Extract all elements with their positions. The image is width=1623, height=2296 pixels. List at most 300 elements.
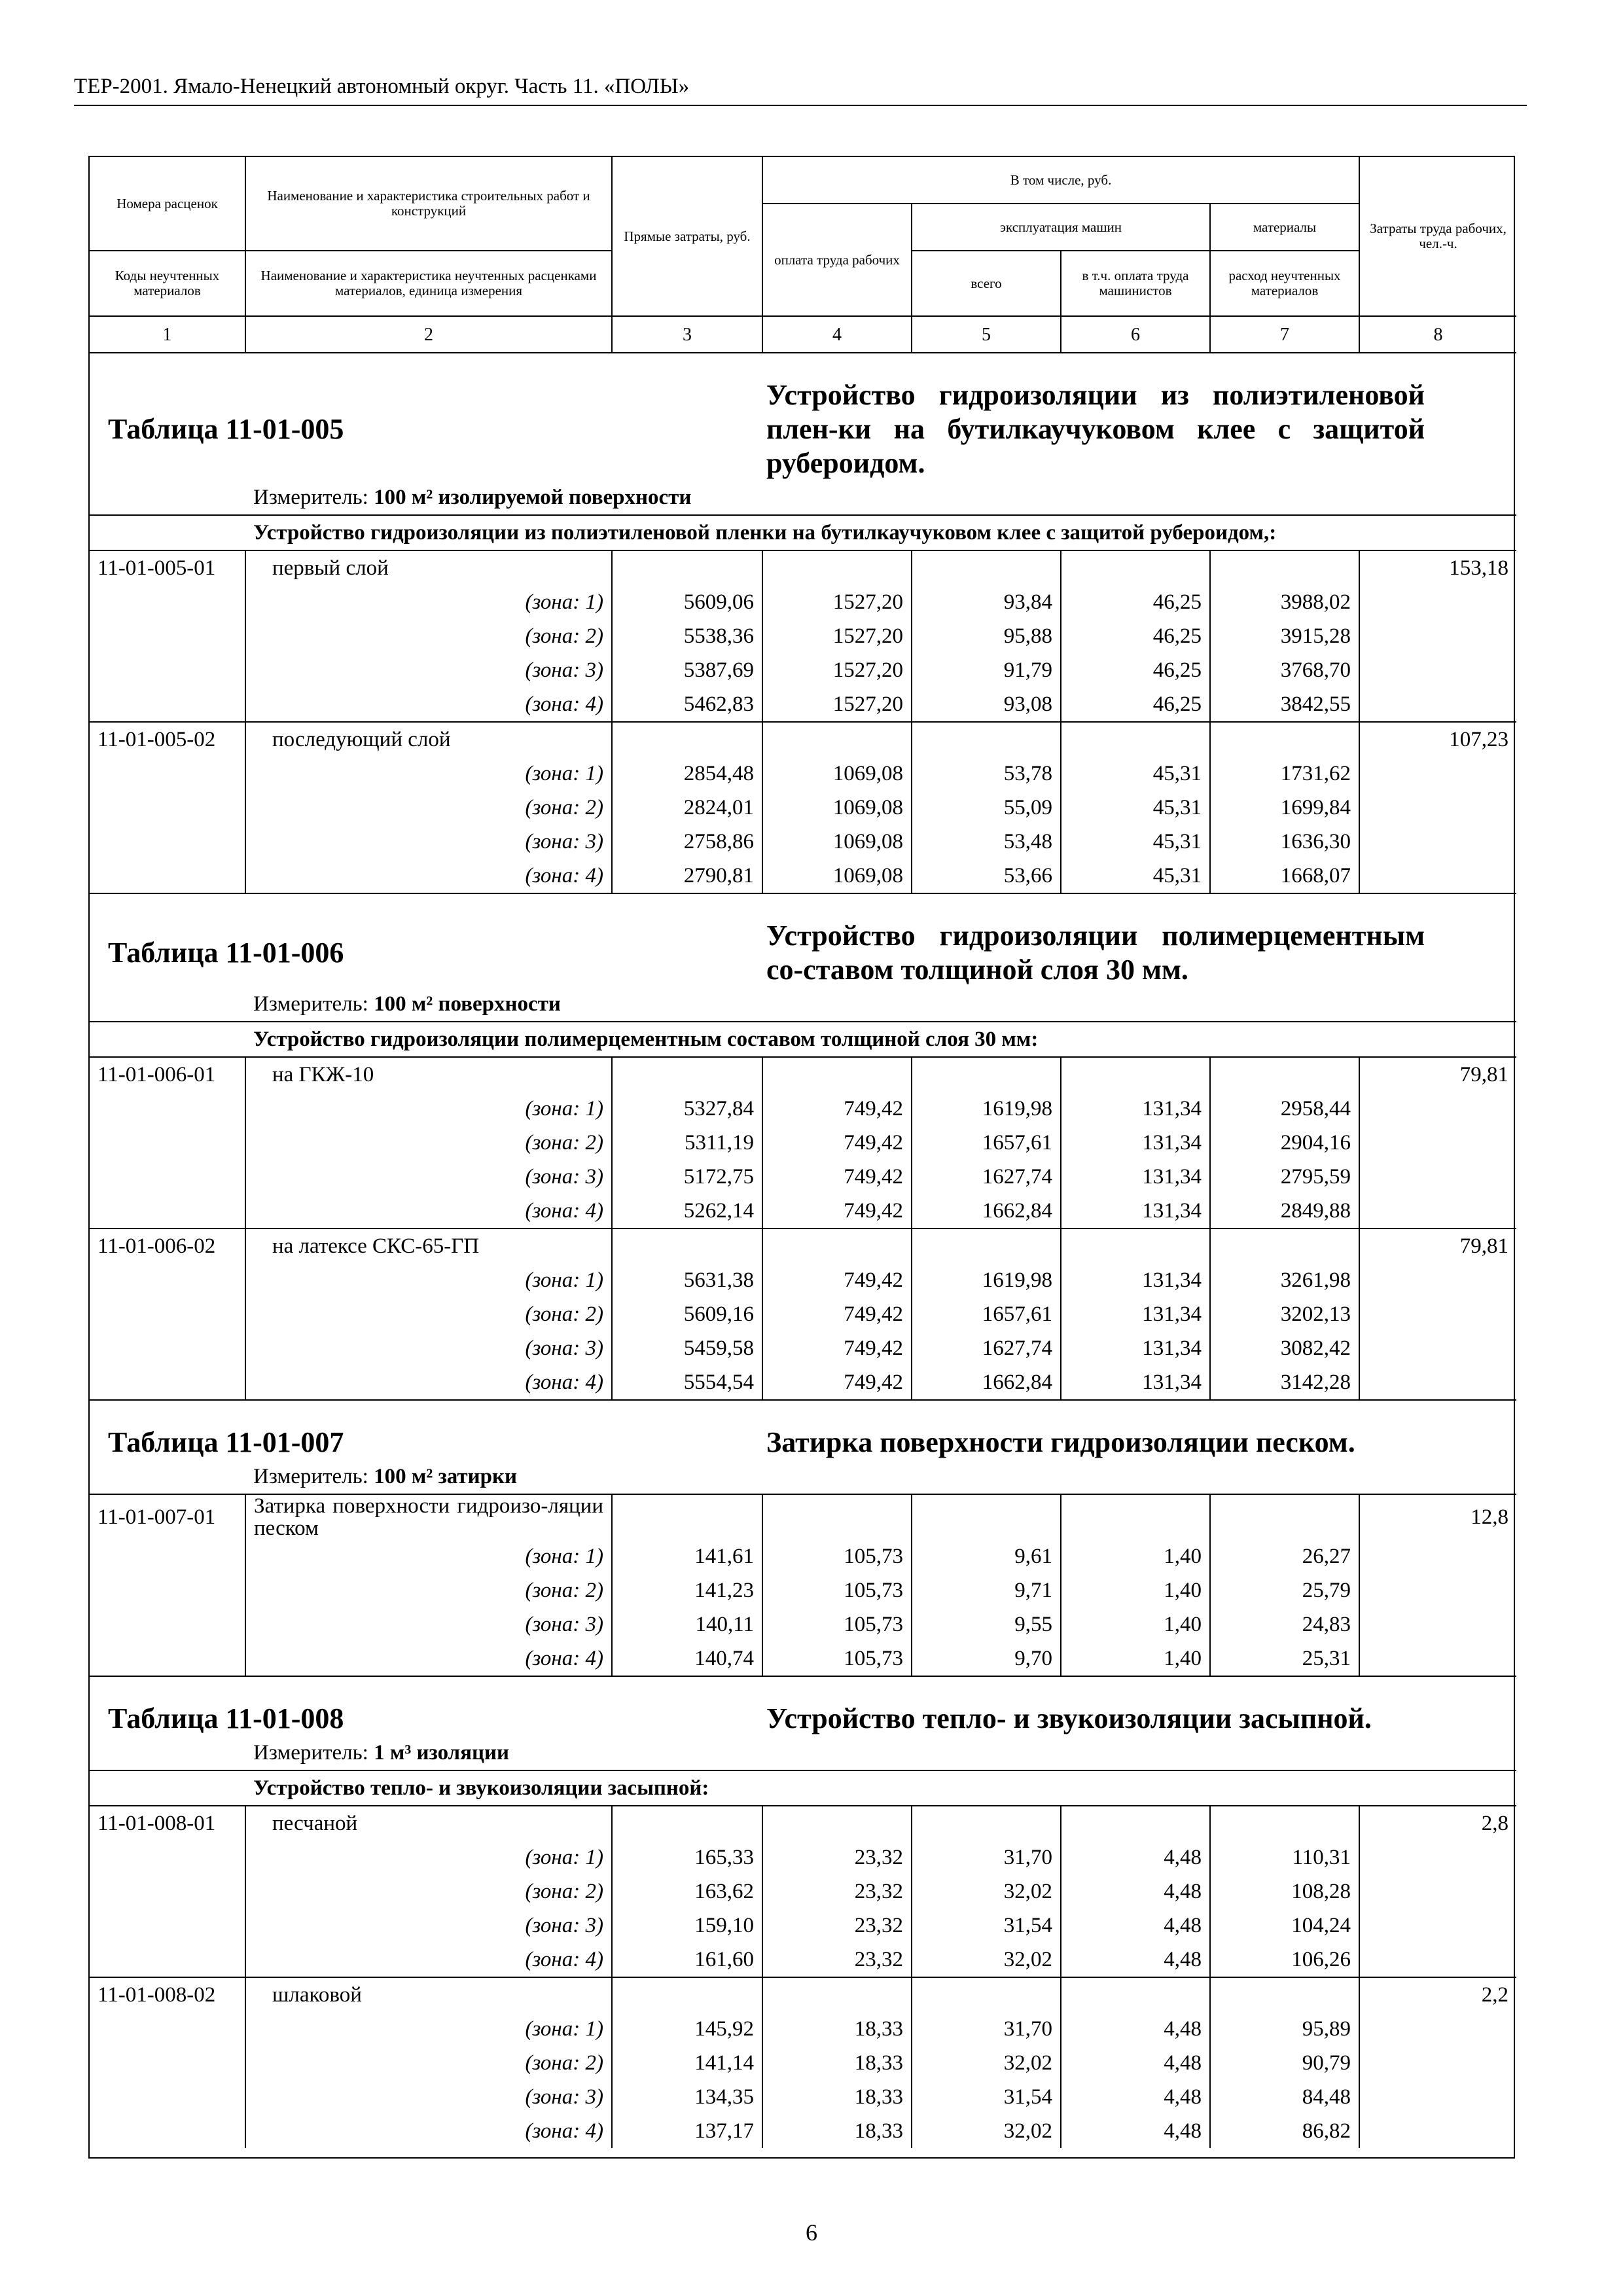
machinists-wages: 131,34 [1061, 1194, 1210, 1229]
materials: 108,28 [1210, 1874, 1359, 1909]
empty-cell [1210, 550, 1359, 585]
machinists-wages: 131,34 [1061, 1297, 1210, 1331]
rate-row [90, 1057, 1516, 1092]
empty-cell [90, 1160, 245, 1194]
table-title [762, 893, 1516, 987]
machinists-wages: 131,34 [1061, 1365, 1210, 1400]
empty-cell [912, 1977, 1061, 2012]
empty-cell [90, 1331, 245, 1365]
machinists-wages: 4,48 [1061, 1909, 1210, 1943]
measure [90, 1460, 1516, 1494]
materials: 3082,42 [1210, 1331, 1359, 1365]
materials: 104,24 [1210, 1909, 1359, 1943]
empty-cell [90, 687, 245, 722]
measure [90, 987, 1516, 1022]
zone-label: (зона: 4) [245, 687, 612, 722]
rates-table-frame [88, 156, 1515, 2159]
col-header-rate-numbers: Номера расценок [90, 157, 245, 251]
materials: 1699,84 [1210, 791, 1359, 825]
col-header-direct-costs: Прямые затраты, руб. [612, 157, 762, 316]
direct-costs: 2824,01 [612, 791, 762, 825]
direct-costs: 5459,58 [612, 1331, 762, 1365]
col-number: 8 [1359, 316, 1516, 353]
machinists-wages: 4,48 [1061, 2114, 1210, 2148]
zone-row [90, 1263, 1516, 1297]
empty-cell [1359, 653, 1516, 687]
materials: 95,89 [1210, 2012, 1359, 2046]
wages: 749,42 [762, 1365, 912, 1400]
empty-cell [762, 1057, 912, 1092]
materials: 24,83 [1210, 1607, 1359, 1641]
zone-row [90, 1194, 1516, 1229]
machinists-wages: 131,34 [1061, 1092, 1210, 1126]
materials: 86,82 [1210, 2114, 1359, 2148]
machines-total: 1657,61 [912, 1126, 1061, 1160]
empty-cell [90, 1874, 245, 1909]
direct-costs: 137,17 [612, 2114, 762, 2148]
wages: 23,32 [762, 1943, 912, 1977]
direct-costs: 5387,69 [612, 653, 762, 687]
rate-name: шлаковой [245, 1977, 612, 2012]
wages: 1069,08 [762, 825, 912, 859]
empty-cell [1359, 2080, 1516, 2114]
machinists-wages: 1,40 [1061, 1607, 1210, 1641]
machines-total: 32,02 [912, 1874, 1061, 1909]
empty-cell [90, 1365, 245, 1400]
measure-row [90, 987, 1516, 1022]
materials: 1636,30 [1210, 825, 1359, 859]
materials: 25,79 [1210, 1573, 1359, 1607]
zone-label: (зона: 3) [245, 1160, 612, 1194]
empty-cell [1210, 1057, 1359, 1092]
machinists-wages: 45,31 [1061, 791, 1210, 825]
measure [90, 480, 1516, 515]
machinists-wages: 4,48 [1061, 1874, 1210, 1909]
machines-total: 32,02 [912, 1943, 1061, 1977]
wages: 1069,08 [762, 859, 912, 893]
col-number: 6 [1061, 316, 1210, 353]
zone-label: (зона: 2) [245, 791, 612, 825]
labor-costs: 2,2 [1359, 1977, 1516, 2012]
empty-cell [1359, 1331, 1516, 1365]
col-header-material-codes: Коды неучтенных материалов [90, 251, 245, 316]
measure-value: 100 м² изолируемой поверхности [374, 486, 692, 509]
machinists-wages: 4,48 [1061, 1840, 1210, 1874]
measure-label: Измеритель: [253, 1741, 368, 1765]
wages: 105,73 [762, 1641, 912, 1676]
wages: 1527,20 [762, 653, 912, 687]
table-title-text: Устройство гидроизоляции из полиэтиленовой плен-ки на бутилкаучуковом клее с защитой рубероидом. [766, 379, 1425, 479]
materials: 2958,44 [1210, 1092, 1359, 1126]
section-row [90, 515, 1516, 550]
rate-name: Затирка поверхности гидроизо-ляции песком [245, 1494, 612, 1539]
empty-cell [912, 1806, 1061, 1840]
labor-costs: 79,81 [1359, 1229, 1516, 1263]
empty-cell [90, 1539, 245, 1573]
zone-row [90, 619, 1516, 653]
machines-total: 53,78 [912, 757, 1061, 791]
rate-row [90, 1229, 1516, 1263]
table-body [90, 353, 1516, 2148]
empty-cell [1359, 1573, 1516, 1607]
direct-costs: 5538,36 [612, 619, 762, 653]
machinists-wages: 1,40 [1061, 1539, 1210, 1573]
zone-label: (зона: 4) [245, 1194, 612, 1229]
zone-row [90, 1297, 1516, 1331]
wages: 749,42 [762, 1263, 912, 1297]
zone-row [90, 1840, 1516, 1874]
zone-row [90, 1365, 1516, 1400]
empty-cell [912, 1057, 1061, 1092]
materials: 25,31 [1210, 1641, 1359, 1676]
rate-name: первый слой [245, 550, 612, 585]
rate-code: 11-01-008-01 [90, 1806, 245, 1840]
materials: 3142,28 [1210, 1365, 1359, 1400]
empty-cell [1061, 1494, 1210, 1539]
wages: 18,33 [762, 2012, 912, 2046]
direct-costs: 5262,14 [612, 1194, 762, 1229]
empty-cell [1359, 1539, 1516, 1573]
machinists-wages: 45,31 [1061, 859, 1210, 893]
wages: 18,33 [762, 2046, 912, 2080]
empty-cell [1359, 1194, 1516, 1229]
table-title-row [90, 1400, 1516, 1460]
rate-code: 11-01-007-01 [90, 1494, 245, 1539]
machinists-wages: 45,31 [1061, 757, 1210, 791]
zone-row [90, 1607, 1516, 1641]
empty-cell [90, 1840, 245, 1874]
empty-cell [90, 1909, 245, 1943]
empty-cell [1061, 1977, 1210, 2012]
empty-cell [612, 722, 762, 757]
machines-total: 9,71 [912, 1573, 1061, 1607]
direct-costs: 2790,81 [612, 859, 762, 893]
col-header-machines-total: всего [912, 251, 1061, 316]
zone-label: (зона: 3) [245, 2080, 612, 2114]
table-title-text: Затирка поверхности гидроизоляции песком. [766, 1426, 1355, 1458]
zone-label: (зона: 3) [245, 1607, 612, 1641]
direct-costs: 145,92 [612, 2012, 762, 2046]
direct-costs: 159,10 [612, 1909, 762, 1943]
wages: 18,33 [762, 2114, 912, 2148]
direct-costs: 165,33 [612, 1840, 762, 1874]
machinists-wages: 1,40 [1061, 1573, 1210, 1607]
materials: 2795,59 [1210, 1160, 1359, 1194]
empty-cell [90, 2080, 245, 2114]
machines-total: 53,48 [912, 825, 1061, 859]
empty-cell [1061, 1229, 1210, 1263]
table-header [90, 157, 1516, 353]
zone-label: (зона: 2) [245, 1573, 612, 1607]
zone-row [90, 859, 1516, 893]
materials: 3261,98 [1210, 1263, 1359, 1297]
rate-row [90, 722, 1516, 757]
machinists-wages: 4,48 [1061, 2012, 1210, 2046]
empty-cell [90, 757, 245, 791]
zone-row [90, 1092, 1516, 1126]
direct-costs: 2758,86 [612, 825, 762, 859]
materials: 110,31 [1210, 1840, 1359, 1874]
zone-label: (зона: 3) [245, 825, 612, 859]
materials: 1668,07 [1210, 859, 1359, 893]
empty-cell [90, 653, 245, 687]
wages: 18,33 [762, 2080, 912, 2114]
machines-total: 9,70 [912, 1641, 1061, 1676]
empty-cell [912, 722, 1061, 757]
wages: 749,42 [762, 1331, 912, 1365]
zone-label: (зона: 1) [245, 1539, 612, 1573]
table-number: Таблица 11-01-007 [108, 1426, 344, 1458]
zone-row [90, 2012, 1516, 2046]
direct-costs: 140,74 [612, 1641, 762, 1676]
rate-name: последующий слой [245, 722, 612, 757]
measure-label: Измеритель: [253, 486, 368, 509]
machines-total: 31,70 [912, 1840, 1061, 1874]
machines-total: 55,09 [912, 791, 1061, 825]
rate-row [90, 1806, 1516, 1840]
empty-cell [90, 1573, 245, 1607]
col-header-wages: оплата труда рабочих [762, 204, 912, 316]
machinists-wages: 131,34 [1061, 1126, 1210, 1160]
rate-code: 11-01-006-01 [90, 1057, 245, 1092]
table-number: Таблица 11-01-005 [108, 413, 344, 445]
empty-cell [1359, 1160, 1516, 1194]
empty-cell [1359, 791, 1516, 825]
empty-cell [1359, 1641, 1516, 1676]
machines-total: 1619,98 [912, 1263, 1061, 1297]
empty-cell [912, 1494, 1061, 1539]
empty-cell [1210, 1494, 1359, 1539]
zone-label: (зона: 4) [245, 859, 612, 893]
machines-total: 1662,84 [912, 1194, 1061, 1229]
measure-label: Измеритель: [253, 1465, 368, 1488]
empty-cell [612, 1494, 762, 1539]
direct-costs: 141,23 [612, 1573, 762, 1607]
measure-value: 100 м² затирки [374, 1465, 517, 1488]
table-title-row [90, 353, 1516, 480]
machines-total: 93,08 [912, 687, 1061, 722]
empty-cell [762, 1977, 912, 2012]
zone-row [90, 1909, 1516, 1943]
materials: 2904,16 [1210, 1126, 1359, 1160]
direct-costs: 2854,48 [612, 757, 762, 791]
empty-cell [90, 2046, 245, 2080]
machinists-wages: 4,48 [1061, 2080, 1210, 2114]
zone-label: (зона: 1) [245, 757, 612, 791]
zone-row [90, 1331, 1516, 1365]
empty-cell [762, 1494, 912, 1539]
labor-costs: 107,23 [1359, 722, 1516, 757]
zone-label: (зона: 2) [245, 2046, 612, 2080]
direct-costs: 161,60 [612, 1943, 762, 1977]
machines-total: 31,54 [912, 2080, 1061, 2114]
measure-row [90, 1736, 1516, 1770]
table-id [90, 1400, 762, 1460]
machines-total: 53,66 [912, 859, 1061, 893]
col-header-labor-costs: Затраты труда рабочих, чел.-ч. [1359, 157, 1516, 316]
section-title: Устройство гидроизоляции из полиэтиленовой пленки на бутилкаучуковом клее с защитой рубероидом,: [90, 515, 1516, 550]
empty-cell [1359, 1365, 1516, 1400]
machinists-wages: 46,25 [1061, 619, 1210, 653]
wages: 1527,20 [762, 687, 912, 722]
col-number: 2 [245, 316, 612, 353]
section-row [90, 1022, 1516, 1057]
table-title-text: Устройство гидроизоляции полимерцементным со-ставом толщиной слоя 30 мм. [766, 920, 1425, 986]
empty-cell [1359, 2046, 1516, 2080]
wages: 1527,20 [762, 619, 912, 653]
materials: 3842,55 [1210, 687, 1359, 722]
wages: 23,32 [762, 1909, 912, 1943]
empty-cell [612, 550, 762, 585]
empty-cell [1061, 550, 1210, 585]
zone-label: (зона: 4) [245, 1365, 612, 1400]
measure-value: 1 м³ изоляции [374, 1741, 510, 1765]
direct-costs: 5311,19 [612, 1126, 762, 1160]
zone-label: (зона: 4) [245, 2114, 612, 2148]
zone-row [90, 2114, 1516, 2148]
col-header-material-name: Наименование и характеристика неучтенных расценками материалов, единица измерения [245, 251, 612, 316]
machinists-wages: 45,31 [1061, 825, 1210, 859]
zone-label: (зона: 2) [245, 1874, 612, 1909]
materials: 2849,88 [1210, 1194, 1359, 1229]
empty-cell [1359, 859, 1516, 893]
wages: 749,42 [762, 1126, 912, 1160]
col-header-group-including: В том числе, руб. [762, 157, 1359, 204]
empty-cell [1359, 1297, 1516, 1331]
direct-costs: 5631,38 [612, 1263, 762, 1297]
zone-row [90, 825, 1516, 859]
rate-code: 11-01-005-01 [90, 550, 245, 585]
materials: 3915,28 [1210, 619, 1359, 653]
empty-cell [90, 791, 245, 825]
zone-row [90, 687, 1516, 722]
machines-total: 1627,74 [912, 1160, 1061, 1194]
measure-value: 100 м² поверхности [374, 992, 561, 1016]
empty-cell [1359, 585, 1516, 619]
empty-cell [90, 2114, 245, 2148]
section-row [90, 1770, 1516, 1806]
empty-cell [1359, 1092, 1516, 1126]
column-numbers-row [90, 316, 1516, 353]
zone-row [90, 1160, 1516, 1194]
empty-cell [1359, 2114, 1516, 2148]
wages: 105,73 [762, 1607, 912, 1641]
materials: 106,26 [1210, 1943, 1359, 1977]
empty-cell [90, 825, 245, 859]
machinists-wages: 131,34 [1061, 1263, 1210, 1297]
labor-costs: 2,8 [1359, 1806, 1516, 1840]
zone-label: (зона: 2) [245, 1297, 612, 1331]
machinists-wages: 131,34 [1061, 1160, 1210, 1194]
rate-name: песчаной [245, 1806, 612, 1840]
table-id [90, 893, 762, 987]
col-header-machinists-wages: в т.ч. оплата труда машинистов [1061, 251, 1210, 316]
machinists-wages: 4,48 [1061, 1943, 1210, 1977]
zone-label: (зона: 1) [245, 2012, 612, 2046]
empty-cell [1359, 1874, 1516, 1909]
measure-row [90, 480, 1516, 515]
wages: 749,42 [762, 1194, 912, 1229]
table-number: Таблица 11-01-008 [108, 1702, 344, 1734]
rate-code: 11-01-008-02 [90, 1977, 245, 2012]
empty-cell [90, 2012, 245, 2046]
empty-cell [90, 1126, 245, 1160]
empty-cell [1061, 1057, 1210, 1092]
wages: 105,73 [762, 1573, 912, 1607]
empty-cell [1359, 619, 1516, 653]
empty-cell [1359, 1607, 1516, 1641]
machinists-wages: 4,48 [1061, 2046, 1210, 2080]
zone-row [90, 2046, 1516, 2080]
direct-costs: 5462,83 [612, 687, 762, 722]
zone-row [90, 1874, 1516, 1909]
empty-cell [762, 550, 912, 585]
labor-costs: 79,81 [1359, 1057, 1516, 1092]
machines-total: 31,54 [912, 1909, 1061, 1943]
table-title [762, 1400, 1516, 1460]
wages: 105,73 [762, 1539, 912, 1573]
direct-costs: 5172,75 [612, 1160, 762, 1194]
table-number: Таблица 11-01-006 [108, 937, 344, 969]
zone-label: (зона: 3) [245, 1909, 612, 1943]
empty-cell [1359, 2012, 1516, 2046]
table-title-row [90, 1676, 1516, 1736]
machinists-wages: 1,40 [1061, 1641, 1210, 1676]
zone-label: (зона: 3) [245, 1331, 612, 1365]
machinists-wages: 46,25 [1061, 653, 1210, 687]
col-header-material-consumption: расход неучтенных материалов [1210, 251, 1359, 316]
empty-cell [612, 1977, 762, 2012]
measure-row [90, 1460, 1516, 1494]
empty-cell [1359, 687, 1516, 722]
materials: 3768,70 [1210, 653, 1359, 687]
wages: 1527,20 [762, 585, 912, 619]
wages: 23,32 [762, 1840, 912, 1874]
empty-cell [90, 1297, 245, 1331]
materials: 26,27 [1210, 1539, 1359, 1573]
zone-row [90, 1126, 1516, 1160]
empty-cell [912, 550, 1061, 585]
empty-cell [762, 722, 912, 757]
zone-row [90, 585, 1516, 619]
machines-total: 1627,74 [912, 1331, 1061, 1365]
empty-cell [1061, 1806, 1210, 1840]
col-number: 1 [90, 316, 245, 353]
zone-label: (зона: 1) [245, 585, 612, 619]
zone-row [90, 757, 1516, 791]
materials: 3988,02 [1210, 585, 1359, 619]
table-title-text: Устройство тепло- и звукоизоляции засыпной. [766, 1702, 1372, 1734]
rate-row [90, 550, 1516, 585]
materials: 1731,62 [1210, 757, 1359, 791]
zone-label: (зона: 1) [245, 1263, 612, 1297]
rate-name: на ГКЖ-10 [245, 1057, 612, 1092]
section-title: Устройство гидроизоляции полимерцементным составом толщиной слоя 30 мм: [90, 1022, 1516, 1057]
direct-costs: 5609,16 [612, 1297, 762, 1331]
rates-table [90, 157, 1516, 2148]
empty-cell [1359, 825, 1516, 859]
machines-total: 32,02 [912, 2114, 1061, 2148]
zone-row [90, 1573, 1516, 1607]
direct-costs: 134,35 [612, 2080, 762, 2114]
table-title-row [90, 893, 1516, 987]
empty-cell [1210, 1806, 1359, 1840]
wages: 1069,08 [762, 791, 912, 825]
empty-cell [90, 1092, 245, 1126]
rate-code: 11-01-005-02 [90, 722, 245, 757]
machines-total: 31,70 [912, 2012, 1061, 2046]
empty-cell [1061, 722, 1210, 757]
